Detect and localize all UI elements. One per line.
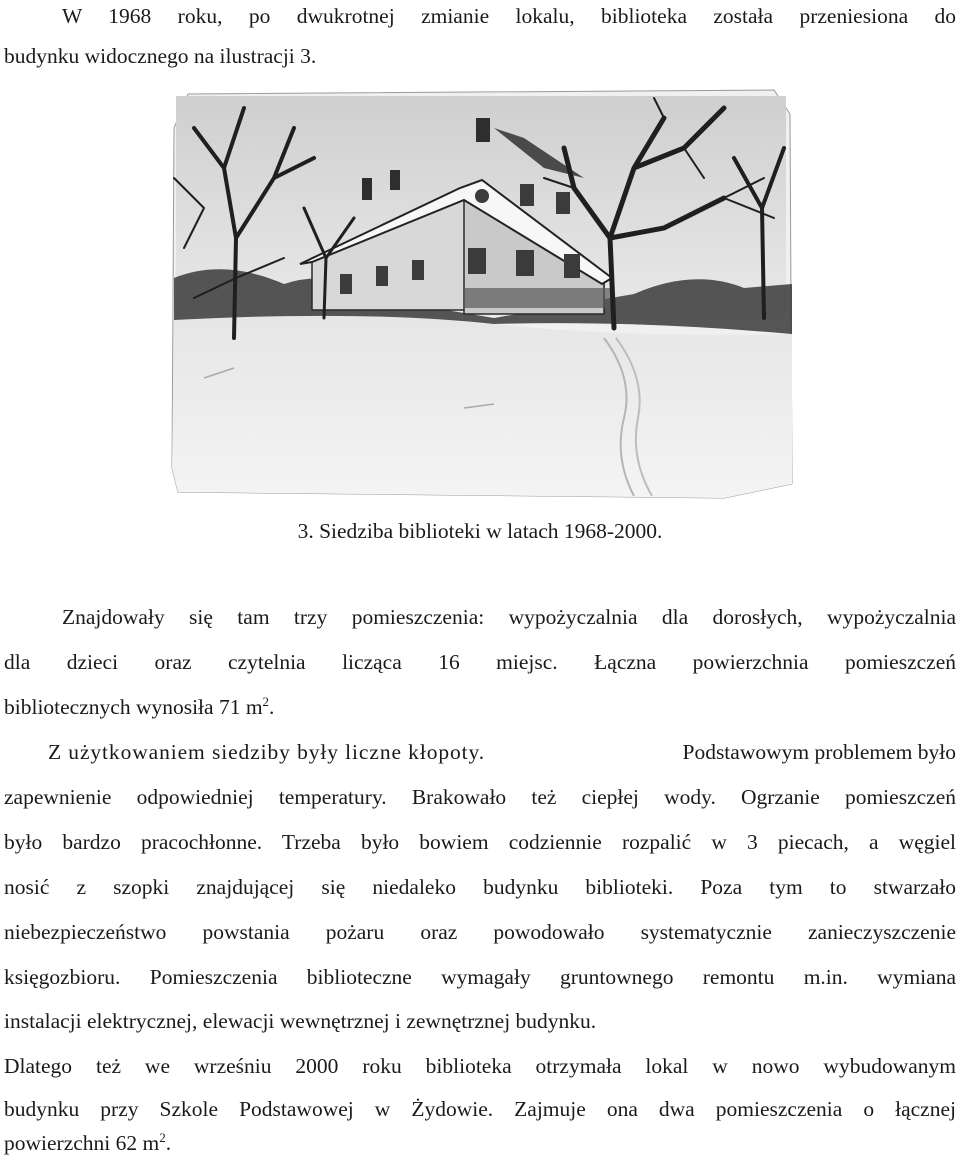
paragraph-2-line-3-end: . (269, 695, 275, 719)
paragraph-3-line-1-a: Z użytkowaniem siedziby były liczne kłopoty. (48, 740, 486, 764)
paragraph-3-line-1 (48, 737, 956, 767)
paragraph-4-line-3-end: . (165, 1131, 172, 1155)
paragraph-4-line-1: Dlatego też we wrześniu 2000 roku biblioteka otrzymała lokal w nowo wybudowanym (4, 1054, 956, 1078)
paragraph-3-line-3: było bardzo pracochłonne. Trzeba było bowiem codziennie rozpalić w 3 piecach, a węgiel (4, 830, 956, 854)
paragraph-2-line-2: dla dzieci oraz czytelnia licząca 16 miejsc. Łączna powierzchnia pomieszczeń (4, 650, 956, 674)
paragraph-2-line-3 (4, 692, 956, 722)
paragraph-3-line-2: zapewnienie odpowiedniej temperatury. Brakowało też ciepłej wody. Ogrzanie pomieszczeń (4, 785, 956, 809)
paragraph-3-line-6: księgozbioru. Pomieszczenia biblioteczne wymagały gruntownego remontu m.in. wymiana (4, 965, 956, 989)
paragraph-2-line-1: Znajdowały się tam trzy pomieszczenia: wypożyczalnia dla dorosłych, wypożyczalnia (62, 605, 956, 629)
paragraph-4-line-3 (4, 1128, 956, 1158)
photo-caption: 3. Siedziba biblioteki w latach 1968-2000. (297, 519, 663, 543)
paragraph-4-line-3-text: powierzchni 62 m (4, 1131, 160, 1155)
paragraph-3-line-4: nosić z szopki znajdującej się niedaleko budynku biblioteki. Poza tym to stwarzało (4, 875, 956, 899)
paragraph-1-line-1: W 1968 roku, po dwukrotnej zmianie lokalu, biblioteka została przeniesiona do (62, 4, 956, 28)
paragraph-3-line-5: niebezpieczeństwo powstania pożaru oraz powodowało systematycznie zanieczyszczenie (4, 920, 956, 944)
paragraph-3-line-7: instalacji elektrycznej, elewacji wewnętrznej i zewnętrznej budynku. (4, 1009, 597, 1033)
paragraph-1-line-2: budynku widocznego na ilustracji 3. (4, 44, 317, 68)
area-unit-superscript-2: 2 (159, 1129, 166, 1145)
area-unit-superscript: 2 (262, 693, 270, 709)
library-building-photo (164, 88, 796, 500)
paragraph-2-line-3-text: bibliotecznych wynosiła 71 m (4, 695, 263, 719)
paragraph-4-line-2: budynku przy Szkole Podstawowej w Żydowie. Zajmuje ona dwa pomieszczenia o łącznej (4, 1097, 956, 1121)
paragraph-3-line-1-b: Podstawowym problemem było (682, 740, 956, 764)
